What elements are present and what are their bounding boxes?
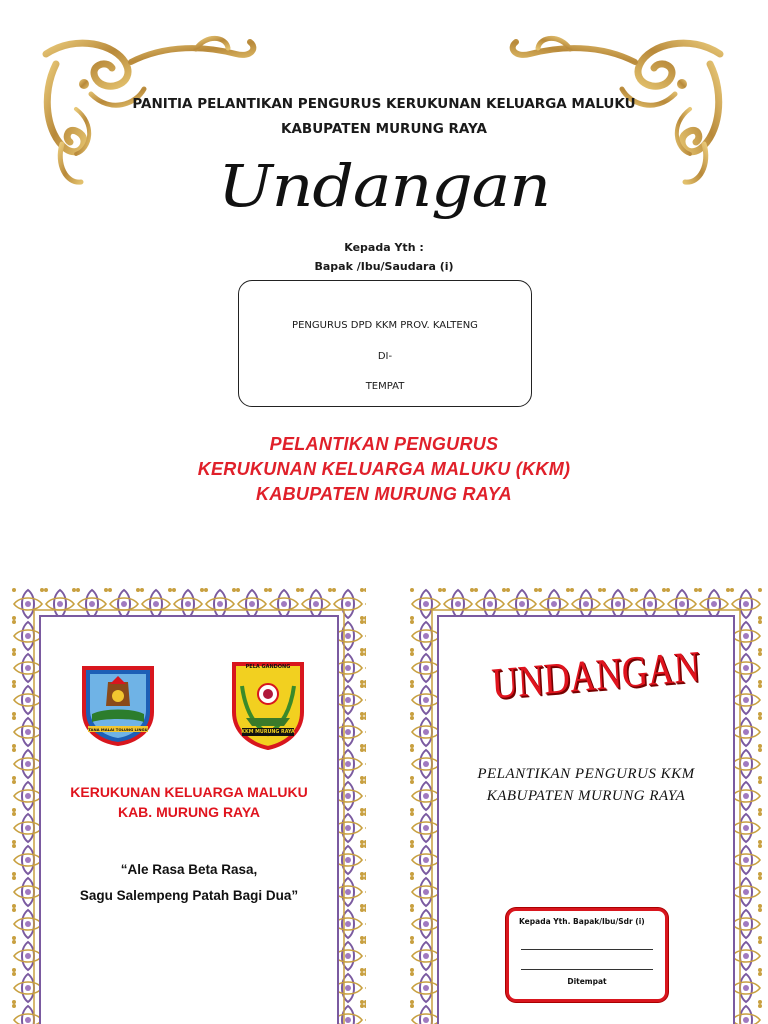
header-line-1: PANITIA PELANTIKAN PENGURUS KERUKUNAN KELUARGA MALUKU xyxy=(132,96,636,112)
recipient-blank-line-2 xyxy=(521,969,653,970)
kepada-label: Kepada Yth : xyxy=(344,241,424,254)
cover-card xyxy=(12,588,366,1024)
recipient-line-1: PENGURUS DPD KKM PROV. KALTENG xyxy=(292,320,478,331)
kkm-logo xyxy=(228,656,308,750)
logo2-caption-bottom: KKM MURUNG RAYA xyxy=(241,730,295,735)
recipient-line-2: DI- xyxy=(377,351,393,362)
ditempat-label: Ditempat xyxy=(567,977,607,986)
kepada-card-label: Kepada Yth. Bapak/Ibu/Sdr (i) xyxy=(519,917,645,926)
event-title-line-3: KABUPATEN MURUNG RAYA xyxy=(256,484,512,504)
murung-raya-logo xyxy=(78,662,158,746)
recipient-blank-line-1 xyxy=(521,949,653,950)
invitation-card xyxy=(410,588,762,1024)
recipient-line-3: TEMPAT xyxy=(365,381,405,392)
event-title-line-2: KERUKUNAN KELUARGA MALUKU (KKM) xyxy=(197,459,571,479)
recipient-label-card xyxy=(506,908,668,1002)
logo1-caption-top: MURUNG RAYA xyxy=(97,662,139,668)
right-subtitle-line-1: PELANTIKAN PENGURUS KKM xyxy=(477,766,695,782)
invitation-script-title: Undangan xyxy=(218,152,550,220)
undangan-wordart-title: UNDANGAN xyxy=(490,641,702,709)
event-title-line-1: PELANTIKAN PENGURUS xyxy=(269,434,499,454)
motto-line-1: “Ale Rasa Beta Rasa, xyxy=(120,862,258,877)
salutation-label: Bapak /Ibu/Saudara (i) xyxy=(314,260,454,273)
org-name-line-2: KAB. MURUNG RAYA xyxy=(117,804,261,820)
org-name-line-1: KERUKUNAN KELUARGA MALUKU xyxy=(70,784,308,800)
logo2-caption-top: PELA GANDONG xyxy=(245,664,291,670)
logo1-caption-bottom: TANA MALAI TOLUNG LINGU xyxy=(88,727,148,732)
header-line-2: KABUPATEN MURUNG RAYA xyxy=(281,121,487,137)
right-subtitle-line-2: KABUPATEN MURUNG RAYA xyxy=(486,788,686,804)
recipient-address-box xyxy=(238,280,532,407)
motto-line-2: Sagu Salempeng Patah Bagi Dua” xyxy=(79,888,299,903)
